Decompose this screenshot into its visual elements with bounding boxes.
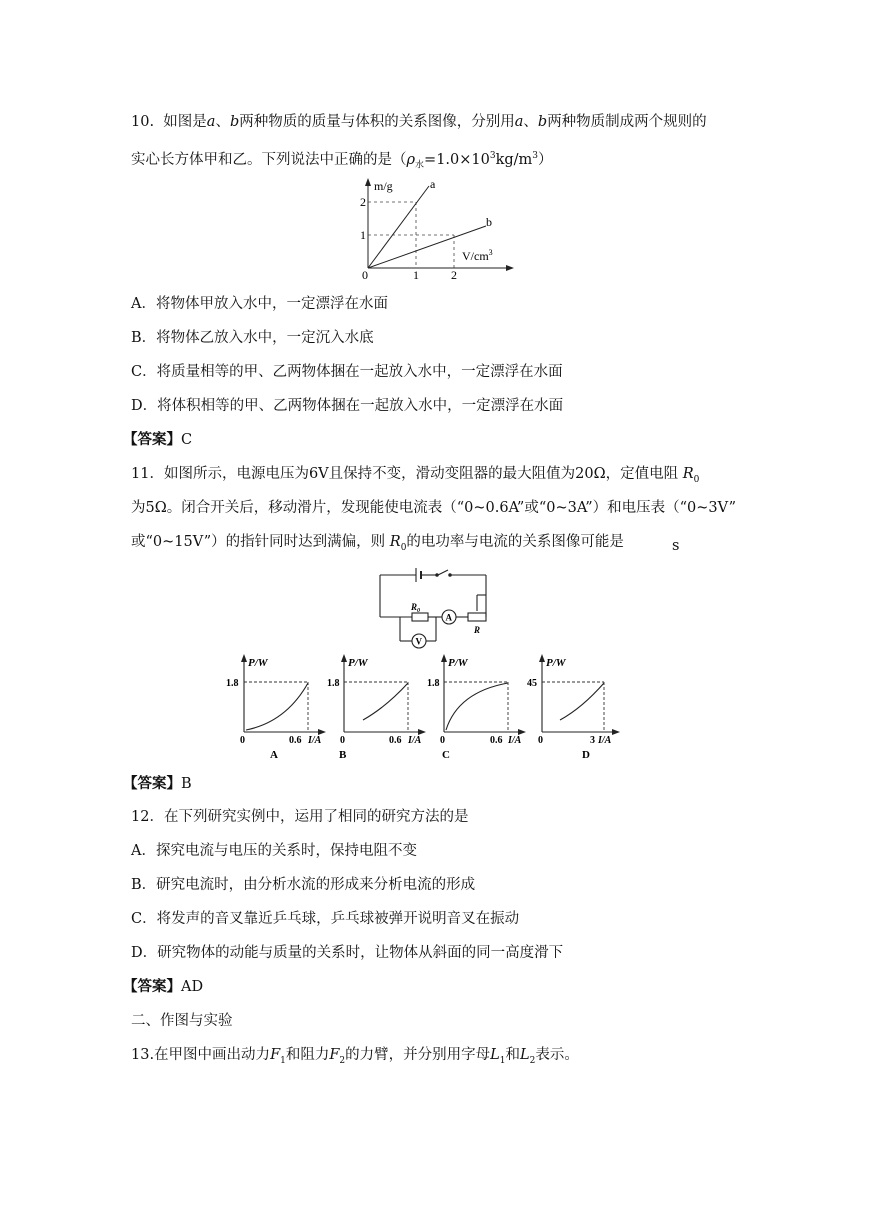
q12-stem: 12．在下列研究实例中，运用了相同的研究方法的是 (131, 809, 469, 825)
svg-text:P/W: P/W (348, 657, 368, 669)
svg-text:I/A: I/A (408, 735, 422, 746)
svg-text:0: 0 (340, 735, 345, 746)
svg-text:a: a (430, 177, 436, 191)
section-2-title: 二、作图与实验 (131, 1013, 233, 1029)
r0-label: $R_0$ (411, 602, 421, 614)
svg-text:2: 2 (451, 268, 457, 280)
r-label: R (474, 625, 481, 635)
svg-text:2: 2 (360, 195, 366, 209)
q12-option-a: A．探究电流与电压的关系时，保持电阻不变 (131, 843, 417, 859)
q12-option-d: D．研究物体的动能与质量的关系时，让物体从斜面的同一高度滑下 (131, 945, 564, 961)
svg-text:I/A: I/A (508, 735, 522, 746)
svg-text:0: 0 (240, 735, 245, 746)
q11-stem-line3: 或“0~15V”）的指针同时达到满偏，则 $R_0$的电功率与电流的关系图像可能是 (131, 534, 624, 553)
q10-option-b: B．将物体乙放入水中，一定沉入水底 (131, 330, 374, 346)
svg-text:D: D (582, 749, 590, 761)
graph-option-c (427, 654, 526, 761)
svg-text:I/A: I/A (598, 735, 612, 746)
svg-text:0: 0 (440, 735, 445, 746)
svg-text:1.8: 1.8 (427, 678, 440, 689)
q10-answer: 【答案】C (123, 431, 193, 448)
q11-stem-line2: 为5Ω。闭合开关后，移动滑片，发现能使电流表（“0~0.6A”或“0~3A”）和电压表（“0~3V” (131, 500, 737, 516)
q11-power-current-graphs (226, 652, 620, 764)
q12-answer: 【答案】AD (123, 978, 204, 995)
q11-circuit-diagram (376, 565, 494, 653)
q10-option-d: D．将体积相等的甲、乙两物体捆在一起放入水中，一定漂浮在水面 (131, 398, 564, 414)
ammeter-label: A (445, 612, 452, 623)
svg-text:0.6: 0.6 (289, 735, 302, 746)
q12-option-c: C．将发声的音叉靠近乒乓球，乒乓球被弹开说明音叉在振动 (131, 911, 520, 927)
svg-text:I/A: I/A (308, 735, 322, 746)
svg-text:0: 0 (538, 735, 543, 746)
q13-stem: 13.在甲图中画出动力$F_1$和阻力$F_2$的力臂，并分别用字母$L_1$和$L_2$表示。 (131, 1047, 579, 1066)
svg-text:B: B (339, 749, 347, 761)
q10-mass-volume-graph (350, 176, 520, 280)
svg-text:0.6: 0.6 (389, 735, 402, 746)
svg-text:A: A (270, 749, 278, 761)
svg-text:P/W: P/W (248, 657, 268, 669)
graph-option-a (226, 654, 326, 761)
svg-text:0: 0 (362, 268, 368, 280)
q11-stem-line1: 11．如图所示，电源电压为6V且保持不变，滑动变阻器的最大阻值为20Ω，定值电阻 $R_0$ (131, 466, 700, 485)
q12-option-b: B．研究电流时，由分析水流的形成来分析电流的形成 (131, 877, 476, 893)
svg-text:m/g: m/g (374, 179, 393, 193)
q10-stem-line2: 实心长方体甲和乙。下列说法中正确的是$(\rho_水=1.0\times 10^3kg/m^3)$ (131, 151, 553, 171)
line-a (368, 186, 429, 268)
svg-text:1.8: 1.8 (226, 678, 239, 689)
svg-text:1.8: 1.8 (327, 678, 340, 689)
svg-text:1: 1 (360, 228, 366, 242)
svg-text:C: C (442, 749, 450, 761)
svg-text:P/W: P/W (448, 657, 468, 669)
svg-text:P/W: P/W (546, 657, 566, 669)
svg-text:1: 1 (413, 268, 419, 280)
q10-option-c: C．将质量相等的甲、乙两物体捆在一起放入水中，一定漂浮在水面 (131, 364, 563, 380)
svg-text:b: b (486, 215, 492, 229)
stray-mark: s (672, 538, 680, 554)
q10-option-a: A．将物体甲放入水中，一定漂浮在水面 (131, 296, 388, 312)
voltmeter-label: V (415, 636, 422, 647)
svg-text:3: 3 (590, 735, 595, 746)
x-label: $V/cm^3$ (462, 248, 493, 263)
svg-text:45: 45 (527, 678, 537, 689)
graph-option-b (327, 654, 426, 761)
q10-stem-line1: 10. 如图是a、b两种物质的质量与体积的关系图像，分别用a、b两种物质制成两个规则的 (131, 114, 707, 130)
svg-text:0.6: 0.6 (490, 735, 503, 746)
graph-option-d (527, 654, 620, 761)
q11-answer: 【答案】B (123, 775, 192, 792)
